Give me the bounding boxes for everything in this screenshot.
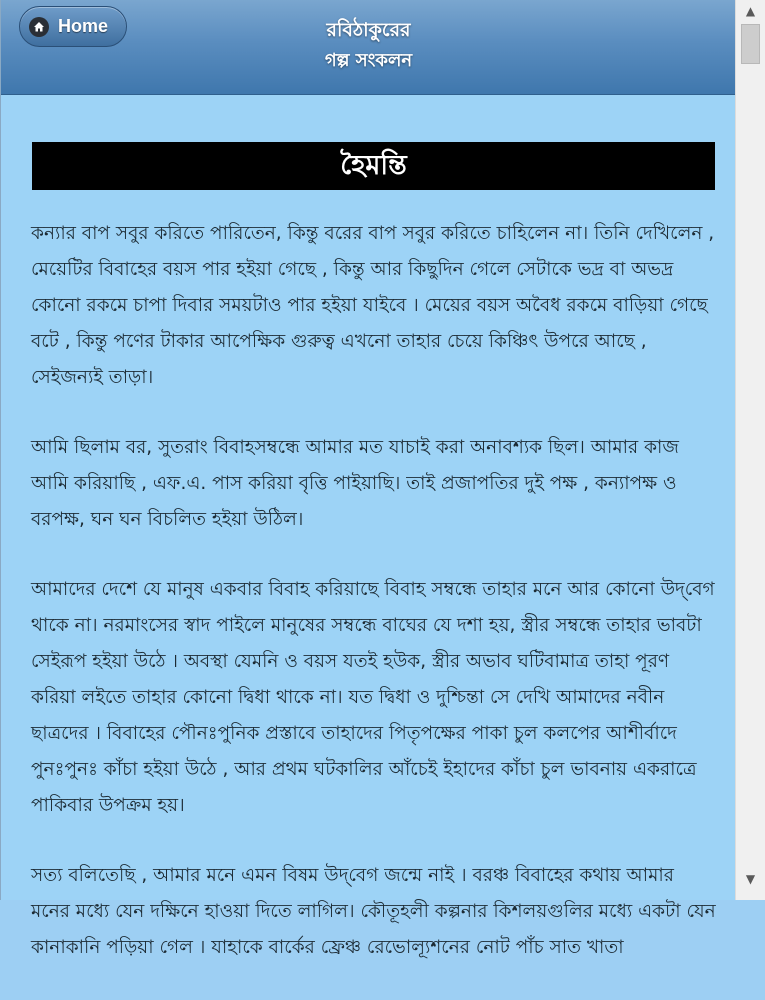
home-icon (29, 17, 49, 37)
scroll-down-icon[interactable]: ▼ (745, 872, 756, 886)
story-paragraph: আমাদের দেশে যে মানুষ একবার বিবাহ করিয়াছে বিবাহ সম্বন্ধে তাহার মনে আর কোনো উদ্‌বেগ থাকে না। নরমাংসের স্বাদ পাইলে মানুষের সম্বন্ধে বাঘের যে দশা হয়, স্ত্রীর সম্বন্ধে তাহার ভাবটা সেইরূপ হইয়া উঠে । অবস্থা যেমনি ও বয়স যতই হউক, স্ত্রীর অভাব ঘটিবামাত্র তাহা পূরণ করিয়া লইতে তাহার কোনো দ্বিধা থাকে না। যত দ্বিধা ও দুশ্চিন্তা সে দেখি আমাদের নবীন ছাত্রদের । বিবাহের পৌনঃপুনিক প্রস্তাবে তাহাদের পিতৃপক্ষের পাকা চুল কলপের আশীর্বাদে পুনঃপুনঃ কাঁচা হইয়া উঠে , আর প্রথম ঘটকালির আঁচেই ইহাদের কাঁচা চুল ভাবনায় একরাত্রে পাকিবার উপক্রম হয়। (31, 579, 715, 816)
story-paragraph: কন্যার বাপ সবুর করিতে পারিতেন, কিন্তু বরের বাপ সবুর করিতে চাহিলেন না। তিনি দেখিলেন , মেয়েটির বিবাহের বয়স পার হইয়া গেছে , কিন্তু আর কিছুদিন গেলে সেটাকে ভদ্র বা অভদ্র কোনো রকমে চাপা দিবার সময়টাও পার হইয়া যাইবে । মেয়ের বয়স অবৈধ রকমে বাড়িয়া গেছে বটে , কিন্তু পণের টাকার আপেক্ষিক গুরুত্ব এখনো তাহার চেয়ে কিঞ্চিৎ উপরে আছে , সেইজন্যই তাড়া। (31, 223, 715, 388)
home-button[interactable] (19, 6, 127, 47)
story-paragraph: সত্য বলিতেছি , আমার মনে এমন বিষম উদ্‌বেগ জন্মে নাই । বরঞ্চ বিবাহের কথায় আমার মনের মধ্যে যেন দক্ষিনে হাওয়া দিতে লাগিল। কৌতূহলী কল্পনার কিশলয়গুলির মধ্যে একটা যেন কানাকানি পড়িয়া গেল । যাহাকে বার্কের ফ্রেঞ্চ রেভোল্যূশনের নোট পাঁচ সাত খাতা (31, 865, 716, 958)
story-paragraph: আমি ছিলাম বর, সুতরাং বিবাহসম্বন্ধে আমার মত যাচাই করা অনাবশ্যক ছিল। আমার কাজ আমি করিয়াছি , এফ.এ. পাস করিয়া বৃত্তি পাইয়াছি। তাই প্রজাপতির দুই পক্ষ , কন্যাপক্ষ ও বরপক্ষ, ঘন ঘন বিচলিত হইয়া উঠিল। (31, 437, 679, 530)
story-title: হৈমন্তি (32, 142, 715, 190)
header-title-line2: গল্প সংকলন (324, 50, 413, 71)
scroll-up-icon[interactable]: ▲ (745, 4, 756, 18)
page-header (1, 0, 736, 95)
header-title-line1: রবিঠাকুরের (326, 19, 411, 41)
vertical-scrollbar[interactable] (735, 0, 765, 900)
scrollbar-thumb[interactable] (741, 24, 760, 64)
story-content (31, 216, 718, 1000)
home-button-label: Home (58, 16, 109, 36)
